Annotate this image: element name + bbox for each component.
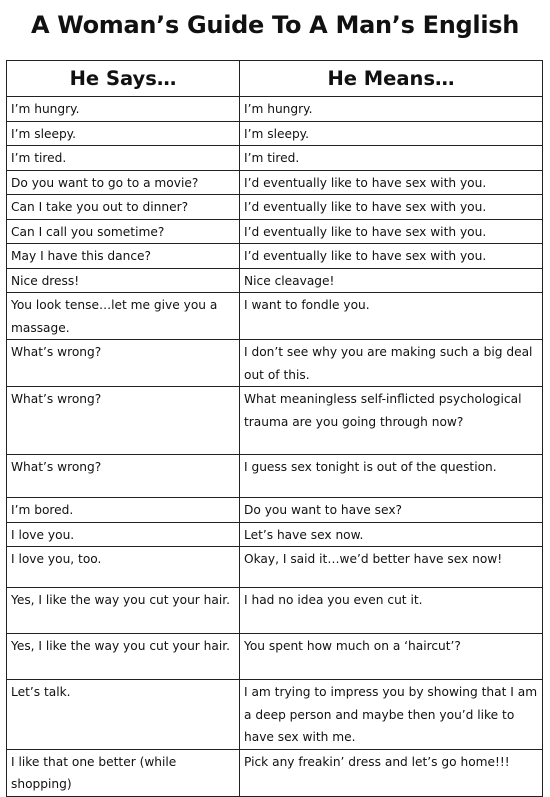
table-row [7,387,543,455]
table-row [7,588,543,634]
means-cell: I’d eventually like to have sex with you. [240,219,543,244]
means-cell: I don’t see why you are making such a big deal out of this. [240,340,543,387]
means-cell: Pick any freakin’ dress and let’s go home!!! [240,749,543,796]
table-row [7,498,543,523]
says-cell: What’s wrong? [7,387,240,455]
says-cell: I like that one better (while shopping) [7,749,240,796]
phrase-table [6,60,543,797]
means-cell: I’m tired. [240,146,543,171]
table-row [7,219,543,244]
means-cell: I’d eventually like to have sex with you. [240,170,543,195]
says-cell: You look tense…let me give you a massage. [7,293,240,340]
column-header-he-means: He Means… [240,61,543,97]
says-cell: What’s wrong? [7,455,240,498]
means-cell: I’m hungry. [240,97,543,122]
means-cell: Do you want to have sex? [240,498,543,523]
means-cell: I had no idea you even cut it. [240,588,543,634]
means-cell: I’d eventually like to have sex with you. [240,195,543,220]
says-cell: I’m bored. [7,498,240,523]
column-header-he-says: He Says… [7,61,240,97]
means-cell: You spent how much on a ‘haircut’? [240,634,543,680]
table-row [7,121,543,146]
says-cell: May I have this dance? [7,244,240,269]
says-cell: I’m hungry. [7,97,240,122]
table-row [7,749,543,796]
table-row [7,195,543,220]
table-row [7,170,543,195]
table-row [7,680,543,750]
table-header-row [7,61,543,97]
means-cell: Okay, I said it…we’d better have sex now! [240,547,543,588]
says-cell: I’m sleepy. [7,121,240,146]
means-cell: I want to fondle you. [240,293,543,340]
table-row [7,293,543,340]
says-cell: I love you. [7,522,240,547]
says-cell: Nice dress! [7,268,240,293]
says-cell: I’m tired. [7,146,240,171]
table-row [7,522,543,547]
says-cell: What’s wrong? [7,340,240,387]
says-cell: Let’s talk. [7,680,240,750]
means-cell: Nice cleavage! [240,268,543,293]
table-row [7,340,543,387]
means-cell: I’d eventually like to have sex with you. [240,244,543,269]
says-cell: Yes, I like the way you cut your hair. [7,588,240,634]
means-cell: Let’s have sex now. [240,522,543,547]
table-row [7,97,543,122]
table-row [7,146,543,171]
means-cell: What meaningless self-inflicted psychological trauma are you going through now? [240,387,543,455]
table-row [7,268,543,293]
says-cell: Yes, I like the way you cut your hair. [7,634,240,680]
says-cell: Can I call you sometime? [7,219,240,244]
means-cell: I’m sleepy. [240,121,543,146]
means-cell: I guess sex tonight is out of the question. [240,455,543,498]
table-row [7,547,543,588]
says-cell: Can I take you out to dinner? [7,195,240,220]
page-title: A Woman’s Guide To A Man’s English [30,11,520,39]
table-row [7,244,543,269]
table-row [7,455,543,498]
says-cell: Do you want to go to a movie? [7,170,240,195]
says-cell: I love you, too. [7,547,240,588]
means-cell: I am trying to impress you by showing that I am a deep person and maybe then you’d like to have sex with me. [240,680,543,750]
table-row [7,634,543,680]
